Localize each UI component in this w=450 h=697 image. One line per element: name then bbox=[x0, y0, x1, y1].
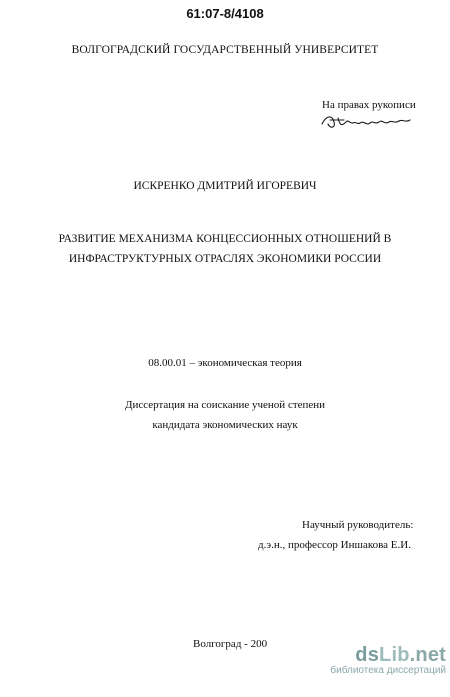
university-name: ВОЛГОГРАДСКИЙ ГОСУДАРСТВЕННЫЙ УНИВЕРСИТЕТ bbox=[71, 44, 379, 56]
supervisor-label: Научный руководитель: bbox=[302, 519, 414, 531]
archive-code: 61:07-8/4108 bbox=[186, 6, 264, 21]
degree-line-1: Диссертация на соискание ученой степени bbox=[124, 399, 326, 411]
dissertation-title bbox=[0, 229, 450, 269]
handwritten-signature bbox=[320, 110, 420, 132]
title-line-1: РАЗВИТИЕ МЕХАНИЗМА КОНЦЕССИОННЫХ ОТНОШЕНИЙ В bbox=[58, 233, 392, 245]
city-year: Волгоград - 200 bbox=[193, 638, 268, 650]
watermark-logo bbox=[316, 644, 446, 667]
degree-statement bbox=[0, 395, 450, 435]
watermark-subtitle: библиотека диссертаций bbox=[330, 665, 446, 676]
degree-line-2: кандидата экономических наук bbox=[152, 419, 298, 431]
author-name: ИСКРЕНКО ДМИТРИЙ ИГОРЕВИЧ bbox=[133, 180, 317, 192]
supervisor-name: д.э.н., профессор Иншакова Е.И. bbox=[258, 539, 411, 551]
watermark-net: .net bbox=[409, 644, 446, 666]
watermark-lib: Lib bbox=[379, 644, 410, 666]
rights-note: На правах рукописи bbox=[322, 99, 416, 111]
dslib-watermark[interactable] bbox=[316, 644, 446, 688]
title-line-2: ИНФРАСТРУКТУРНЫХ ОТРАСЛЯХ ЭКОНОМИКИ РОССИИ bbox=[68, 253, 382, 265]
specialty-code: 08.00.01 – экономическая теория bbox=[148, 357, 302, 369]
watermark-ds: ds bbox=[355, 644, 380, 666]
